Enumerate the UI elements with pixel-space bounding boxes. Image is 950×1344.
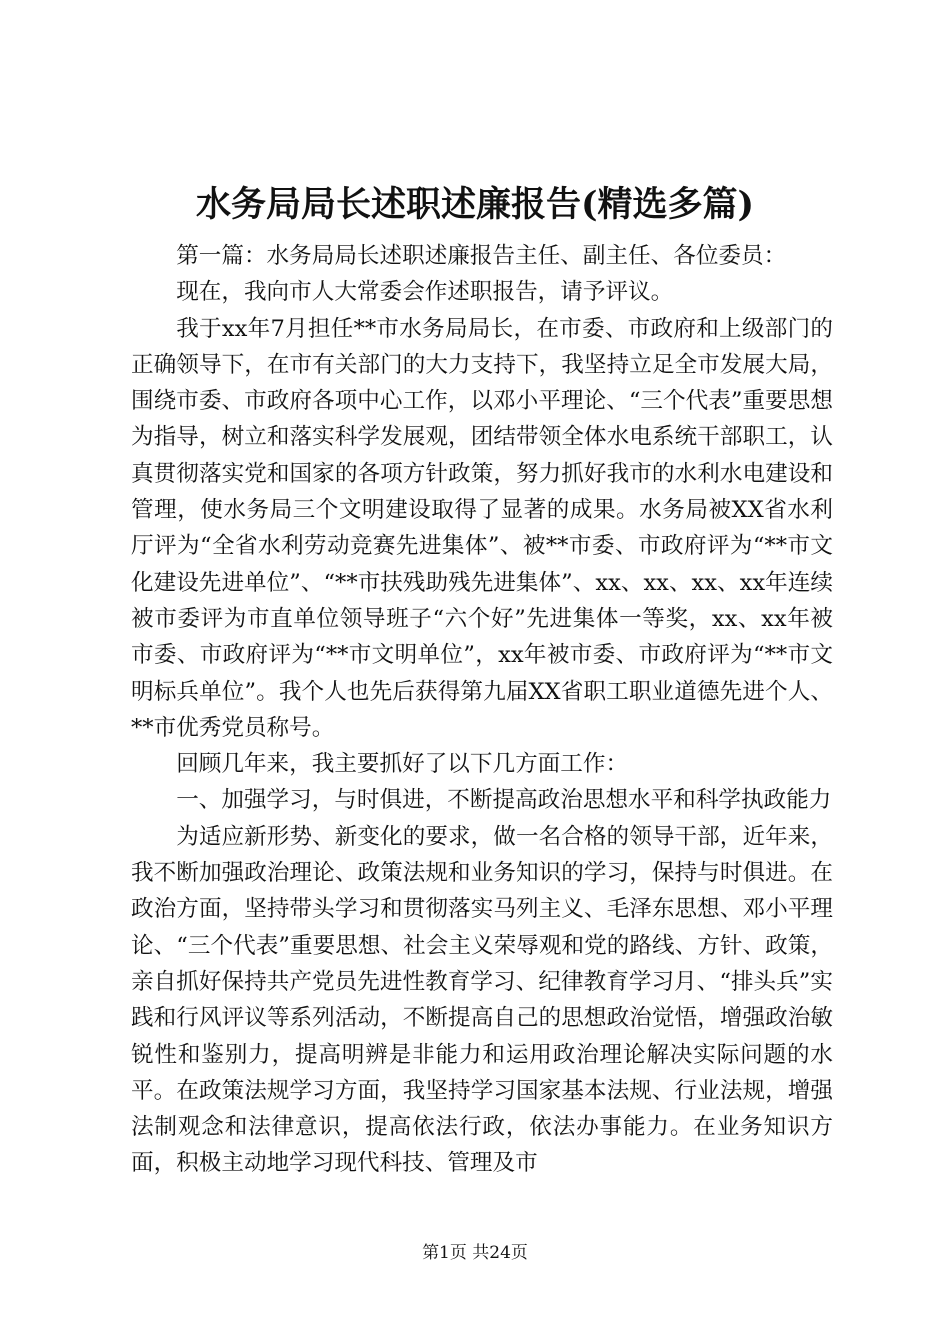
paragraph-2: 现在，我向市人大常委会作述职报告，请予评议。	[176, 279, 674, 306]
document-body	[131, 238, 833, 1182]
paragraph-1: 第一篇：水务局局长述职述廉报告主任、副主任、各位委员：	[176, 243, 787, 269]
paragraph-3: 我于xx年7月担任**市水务局局长，在市委、市政府和上级部门的正确领导下，在市有关部门的大力支持下，我坚持立足全市发展大局，围绕市委、市政府各项中心工作，以邓小平理论、“三个代表”重要思想为指导，树立和落实科学发展观，团结带领全体水电系统干部职工，认真贯彻落实党和国家的各项方针政策，努力抓好我市的水利水电建设和管理，使水务局三个文明建设取得了显著的成果。水务局被XX省水利厅评为“全省水利劳动竞赛先进集体”、被**市委、市政府评为“**市文化建设先进单位”、“**市扶残助残先进集体”、xx、xx、xx、xx年连续被市委评为市直单位领导班子“六个好”先进集体一等奖，xx、xx年被市委、市政府评为“**市文明单位”，xx年被市委、市政府评为“**市文明标兵单位”。我个人也先后获得第九届XX省职工职业道德先进个人、**市优秀党员称号。	[131, 315, 833, 741]
paragraph-4: 回顾几年来，我主要抓好了以下几方面工作：	[176, 751, 629, 778]
document-title: 水务局局长述职述廉报告(精选多篇)	[195, 184, 755, 225]
paragraph-5: 为适应新形势、新变化的要求，做一名合格的领导干部，近年来，我不断加强政治理论、政策法规和业务知识的学习，保持与时俱进。在政治方面，坚持带头学习和贯彻落实马列主义、毛泽东思想、邓小平理论、“三个代表”重要思想、社会主义荣辱观和党的路线、方针、政策，亲自抓好保持共产党员先进性教育学习、纪律教育学习月、“排头兵”实践和行风评议等系列活动，不断提高自己的思想政治觉悟，增强政治敏锐性和鉴别力，提高明辨是非能力和运用政治理论解决实际问题的水平。在政策法规学习方面，我坚持学习国家基本法规、行业法规，增强法制观念和法律意识，提高依法行政，依法办事能力。在业务知识方面，积极主动地学习现代科技、管理及市	[131, 823, 833, 1177]
page-footer: 第1页 共24页	[422, 1243, 528, 1263]
section-heading-1: 一、加强学习，与时俱进，不断提高政治思想水平和科学执政能力	[176, 787, 832, 814]
